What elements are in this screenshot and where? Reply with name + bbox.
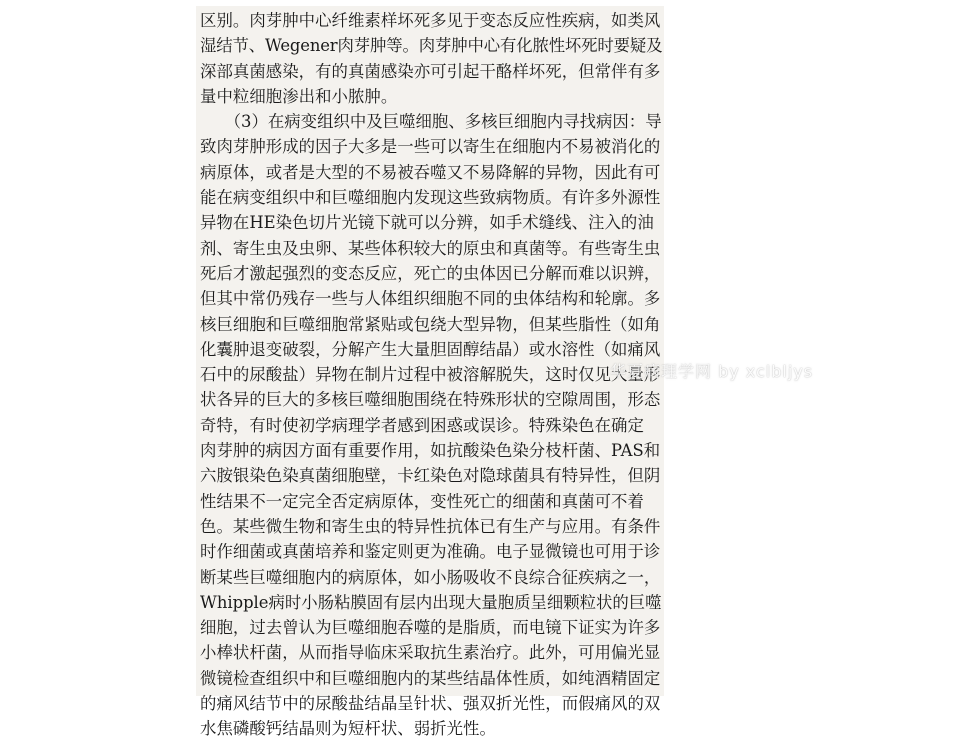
text-line: 水焦磷酸钙结晶则为短杆状、弱折光性。 (200, 719, 496, 739)
text-line: 奇特，有时使初学病理学者感到困惑或误诊。特殊染色在确定 (200, 415, 644, 435)
text-line: 但其中常仍残存一些与人体组织细胞不同的虫体结构和轮廓。多 (200, 289, 661, 309)
text-line: 细胞，过去曾认为巨噬细胞吞噬的是脂质，而电镜下证实为许多 (200, 618, 661, 638)
text-line: 六胺银染色染真菌细胞壁，卡红染色对隐球菌具有特异性，但阴 (200, 466, 661, 486)
text-line: 时作细菌或真菌培养和鉴定则更为准确。电子显微镜也可用于诊 (200, 542, 661, 562)
text-line: 死后才激起强烈的变态反应，死亡的虫体因已分解而难以识辨， (200, 263, 661, 283)
text-line: 石中的尿酸盐）异物在制片过程中被溶解脱失，这时仅见大量形 (200, 365, 661, 385)
text-line: 能在病变组织中和巨噬细胞内发现这些致病物质。有许多外源性 (200, 188, 661, 208)
watermark: 华夏病理学网 by xclbljys (610, 362, 814, 381)
text-line: 异物在HE染色切片光镜下就可以分辨，如手术缝线、注入的油 (200, 213, 654, 233)
text-line: 断某些巨噬细胞内的病原体，如小肠吸收不良综合征疾病之一， (200, 567, 661, 587)
text-line: 量中粒细胞渗出和小脓肿。 (200, 86, 398, 106)
text-line: 肉芽肿的病因方面有重要作用，如抗酸染色染分枝杆菌、PAS和 (200, 441, 661, 461)
text-line: 微镜检查组织中和巨噬细胞内的某些结晶体性质，如纯酒精固定 (200, 668, 661, 688)
document-body (200, 8, 662, 742)
text-line: 病原体，或者是大型的不易被吞噬又不易降解的异物，因此有可 (200, 162, 661, 182)
text-line: 核巨细胞和巨噬细胞常紧贴或包绕大型异物，但某些脂性（如角 (200, 314, 661, 334)
text-line: 湿结节、Wegener肉芽肿等。肉芽肿中心有化脓性坏死时要疑及 (200, 36, 662, 56)
text-line: Whipple病时小肠粘膜固有层内出现大量胞质呈细颗粒状的巨噬 (200, 592, 662, 612)
text-line: 状各异的巨大的多核巨噬细胞围绕在特殊形状的空隙周围，形态 (200, 390, 661, 410)
text-line: 小棒状杆菌，从而指导临床采取抗生素治疗。此外，可用偏光显 (200, 643, 661, 663)
text-line: 性结果不一定完全否定病原体，变性死亡的细菌和真菌可不着 (200, 491, 644, 511)
text-line: 区别。肉芽肿中心纤维素样坏死多见于变态反应性疾病，如类风 (200, 11, 661, 30)
text-line: 化囊肿退变破裂，分解产生大量胆固醇结晶）或水溶性（如痛风 (200, 339, 661, 359)
text-line: （3）在病变组织中及巨噬细胞、多核巨细胞内寻找病因：导 (200, 112, 662, 132)
text-line: 致肉芽肿形成的因子大多是一些可以寄生在细胞内不易被消化的 (200, 137, 661, 157)
text-line: 色。某些微生物和寄生虫的特异性抗体已有生产与应用。有条件 (200, 516, 661, 536)
text-line: 深部真菌感染，有的真菌感染亦可引起干酪样坏死，但常伴有多 (200, 61, 661, 81)
text-line: 的痛风结节中的尿酸盐结晶呈针状、强双折光性，而假痛风的双 (200, 694, 661, 714)
text-line: 剂、寄生虫及虫卵、某些体积较大的原虫和真菌等。有些寄生虫 (200, 238, 661, 258)
